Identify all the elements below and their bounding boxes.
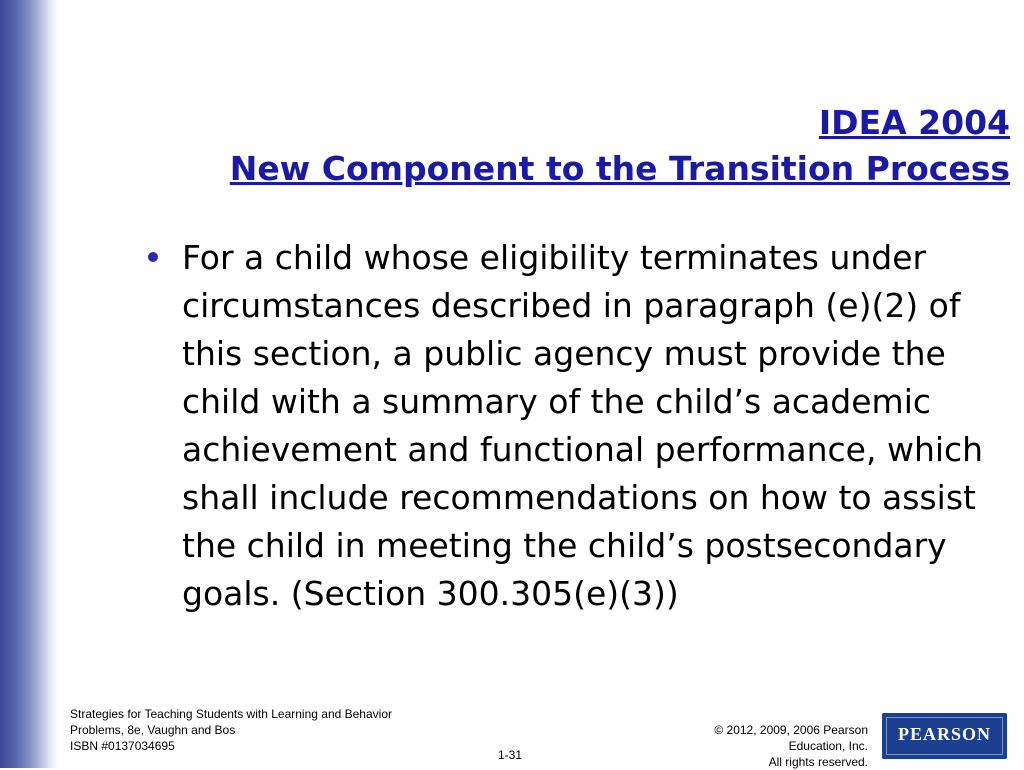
copyright-line-1: © 2012, 2009, 2006 Pearson — [714, 723, 868, 737]
logo-text: PEARSON — [897, 724, 991, 744]
title-line-1: IDEA 2004 — [818, 103, 1010, 142]
bullet-item — [140, 234, 990, 618]
pearson-logo — [882, 713, 1007, 759]
slide-title — [120, 100, 1010, 192]
copyright-line-3: All rights reserved. — [768, 755, 868, 769]
decorative-side-bar — [0, 0, 58, 768]
bullet-list — [140, 234, 990, 618]
footer-copyright — [640, 722, 868, 770]
footer-isbn: ISBN #0137034695 — [70, 739, 175, 753]
footer-book-info — [70, 706, 490, 754]
footer-book-line-2: Problems, 8e, Vaughn and Bos — [70, 723, 236, 737]
bullet-dot-icon — [148, 252, 158, 262]
copyright-line-2: Education, Inc. — [788, 739, 868, 753]
bullet-text: For a child whose eligibility terminates under circumstances described in paragraph (e)(2) of this section, a public agency must provide the child with a summary of the child’s academic achievement and functional performance, which shall include recommendations on how to assist the child in meeting the child’s postsecondary goals. (Section 300.305(e)(3)) — [182, 238, 984, 613]
title-line-2: New Component to the Transition Process — [229, 149, 1010, 188]
footer-book-line-1: Strategies for Teaching Students with Learning and Behavior — [70, 707, 392, 721]
page-number: 1-31 — [497, 748, 523, 762]
